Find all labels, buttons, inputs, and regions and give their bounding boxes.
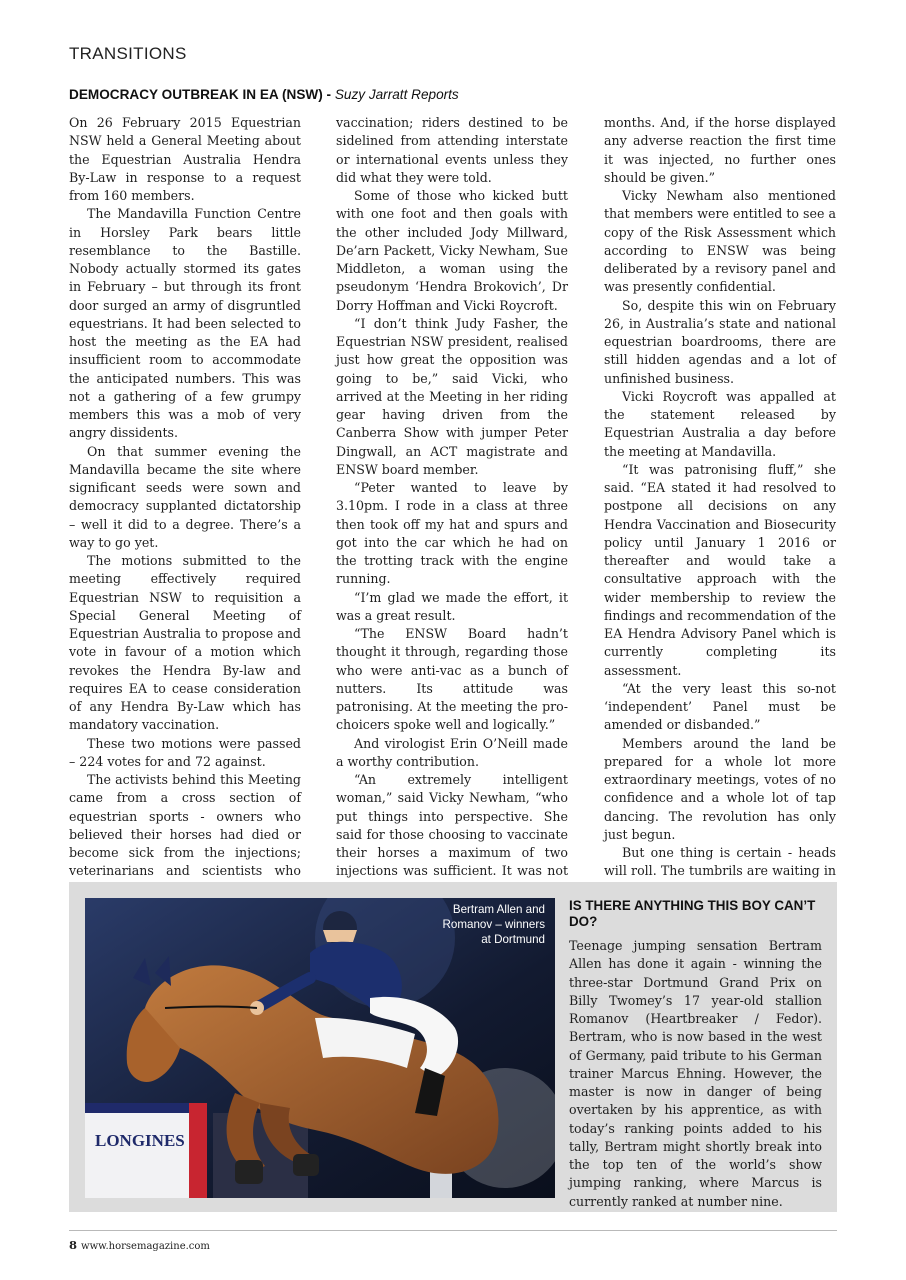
paragraph: Members around the land be prepared for a whole lot more extraordinary meetings, votes of no confidence and a whole lot of tap dancing. The revolution has only just begun.: [604, 735, 836, 842]
footer-url: www.horsemagazine.com: [81, 1241, 210, 1252]
section-title: TRANSITIONS: [69, 44, 187, 63]
page-number: 8: [69, 1238, 78, 1252]
page-footer: [69, 1238, 210, 1252]
feature-body: Teenage jumping sensation Bertram Allen has done it again - winning the three-star Dortmund Grand Prix on Billy Twomey’s 17 year-old stallion Romanov (Heartbreaker / Fedor). Bertram, who is now based in the west of Germany, paid tribute to his German trainer Marcus Ehning. However, the master is now in danger of being overtaken by his apprentice, as with today’s ranking points added to his tally, Bertram might shortly break into the top ten of the world’s show jumping ranking, where Marcus is currently ranked at number nine.: [569, 938, 822, 1209]
article-column-2: [336, 114, 568, 917]
article-column-3: [604, 114, 836, 899]
paragraph: These two motions were passed – 224 votes for and 72 against.: [69, 735, 301, 769]
paragraph: The Mandavilla Function Centre in Horsley Park bears little resemblance to the Bastille. Nobody actually stormed its gates in February – but through its front door surged an army of disgruntled equestrians. It had been selected to host the meeting as the EA had insufficient room to accommodate the anticipated numbers. This was not a gathering of a few grumpy members this was a mob of very angry dissidents.: [69, 206, 301, 441]
paragraph: On 26 February 2015 Equestrian NSW held a General Meeting about the Equestrian Australia Hendra By-Law in response to a request from 160 members.: [69, 115, 301, 203]
feature-title: IS THERE ANYTHING THIS BOY CAN’T DO?: [569, 898, 816, 929]
headline-title: DEMOCRACY OUTBREAK IN EA (NSW) -: [69, 87, 335, 102]
paragraph: The activists behind this Meeting came from a cross section of equestrian sports - owners who believed their horses had died or become sick from the injections; veterinarians and scientists who: [69, 772, 301, 879]
paragraph: “At the very least this so-not ‘independent’ Panel must be amended or disbanded.”: [604, 680, 836, 733]
paragraph: vaccination; riders destined to be sidelined from attending interstate or international events unless they did what they were told.: [336, 115, 568, 185]
paragraph: “An extremely intelligent woman,” said Vicky Newham, “who put things into perspective. She said for those choosing to vaccinate their horses a maximum of two injections was sufficient. It was not: [336, 772, 568, 879]
paragraph: On that summer evening the Mandavilla became the site where significant seeds were sown and democracy supplanted dictatorship – well it did to a degree. There’s a way to go yet.: [69, 443, 301, 550]
paragraph: Some of those who kicked butt with one foot and then goals with the other included Jody Millward, De’arn Packett, Vicky Newham, Sue Middleton, a woman using the pseudonym ‘Hendra Brokovich’, Dr Dorry Hoffman and Vicki Roycroft.: [336, 188, 568, 313]
footer-divider: [69, 1230, 837, 1231]
paragraph: And virologist Erin O’Neill made a worthy contribution.: [336, 735, 568, 769]
feature-box: [69, 882, 837, 1212]
paragraph: months. And, if the horse displayed any adverse reaction the first time it was injected, no further ones should be given.”: [604, 115, 836, 185]
paragraph: Vicki Roycroft was appalled at the statement released by Equestrian Australia a day before the meeting at Mandavilla.: [604, 388, 836, 459]
paragraph: “I don’t think Judy Fasher, the Equestrian NSW president, realised just how great the opposition was going to be,” said Vicki, who arrived at the Meeting in her riding gear having driven from the Canberra Show with jumper Peter Dingwall, an ACT magistrate and ENSW board member.: [336, 315, 568, 477]
fence-board: [85, 1103, 207, 1198]
paragraph: “It was patronising fluff,” she said. “EA stated it had resolved to postpone all decisions on any Hendra Vaccination and Biosecurity policy until January 1 2016 or thereafter and would take a consultative approach with the wider membership to review the findings and recommendation of the EA Hendra Advisory Panel which is currently completing its assessment.: [604, 461, 836, 678]
paragraph: So, despite this win on February 26, in Australia’s state and national equestrian boardrooms, there are still hidden agendas and a lot of unfinished business.: [604, 297, 836, 386]
show-jumping-photo: [85, 898, 555, 1198]
paragraph: “Peter wanted to leave by 3.10pm. I rode in a class at three then took off my hat and spurs and got into the car which he had on the trotting track with the engine running.: [336, 480, 568, 587]
photo-caption: Bertram Allen and Romanov – winners at Dortmund: [442, 903, 545, 946]
article-column-1: [69, 114, 301, 917]
article-headline: [69, 87, 459, 102]
paragraph: “I’m glad we made the effort, it was a great result.: [336, 589, 568, 623]
longines-logo: LONGINES: [95, 1131, 185, 1150]
paragraph: “The ENSW Board hadn’t thought it through, regarding those who were anti-vac as a bunch of nutters. Its attitude was patronising. At the meeting the pro-choicers spoke well and logically.”: [336, 626, 568, 733]
headline-byline: Suzy Jarratt Reports: [334, 87, 459, 102]
paragraph: But one thing is certain - heads will roll. The tumbrils are waiting in: [604, 845, 836, 879]
paragraph: Vicky Newham also mentioned that members were entitled to see a copy of the Risk Assessment which according to ENSW was being deliberated by a revisory panel and was presently confidential.: [604, 188, 836, 295]
paragraph: The motions submitted to the meeting effectively required Equestrian NSW to requisition a Special General Meeting of Equestrian Australia to propose and vote in favour of a motion which revokes the Hendra By-law and requires EA to cease consideration of any Hendra By-Law which has mandatory vaccination.: [69, 553, 301, 733]
